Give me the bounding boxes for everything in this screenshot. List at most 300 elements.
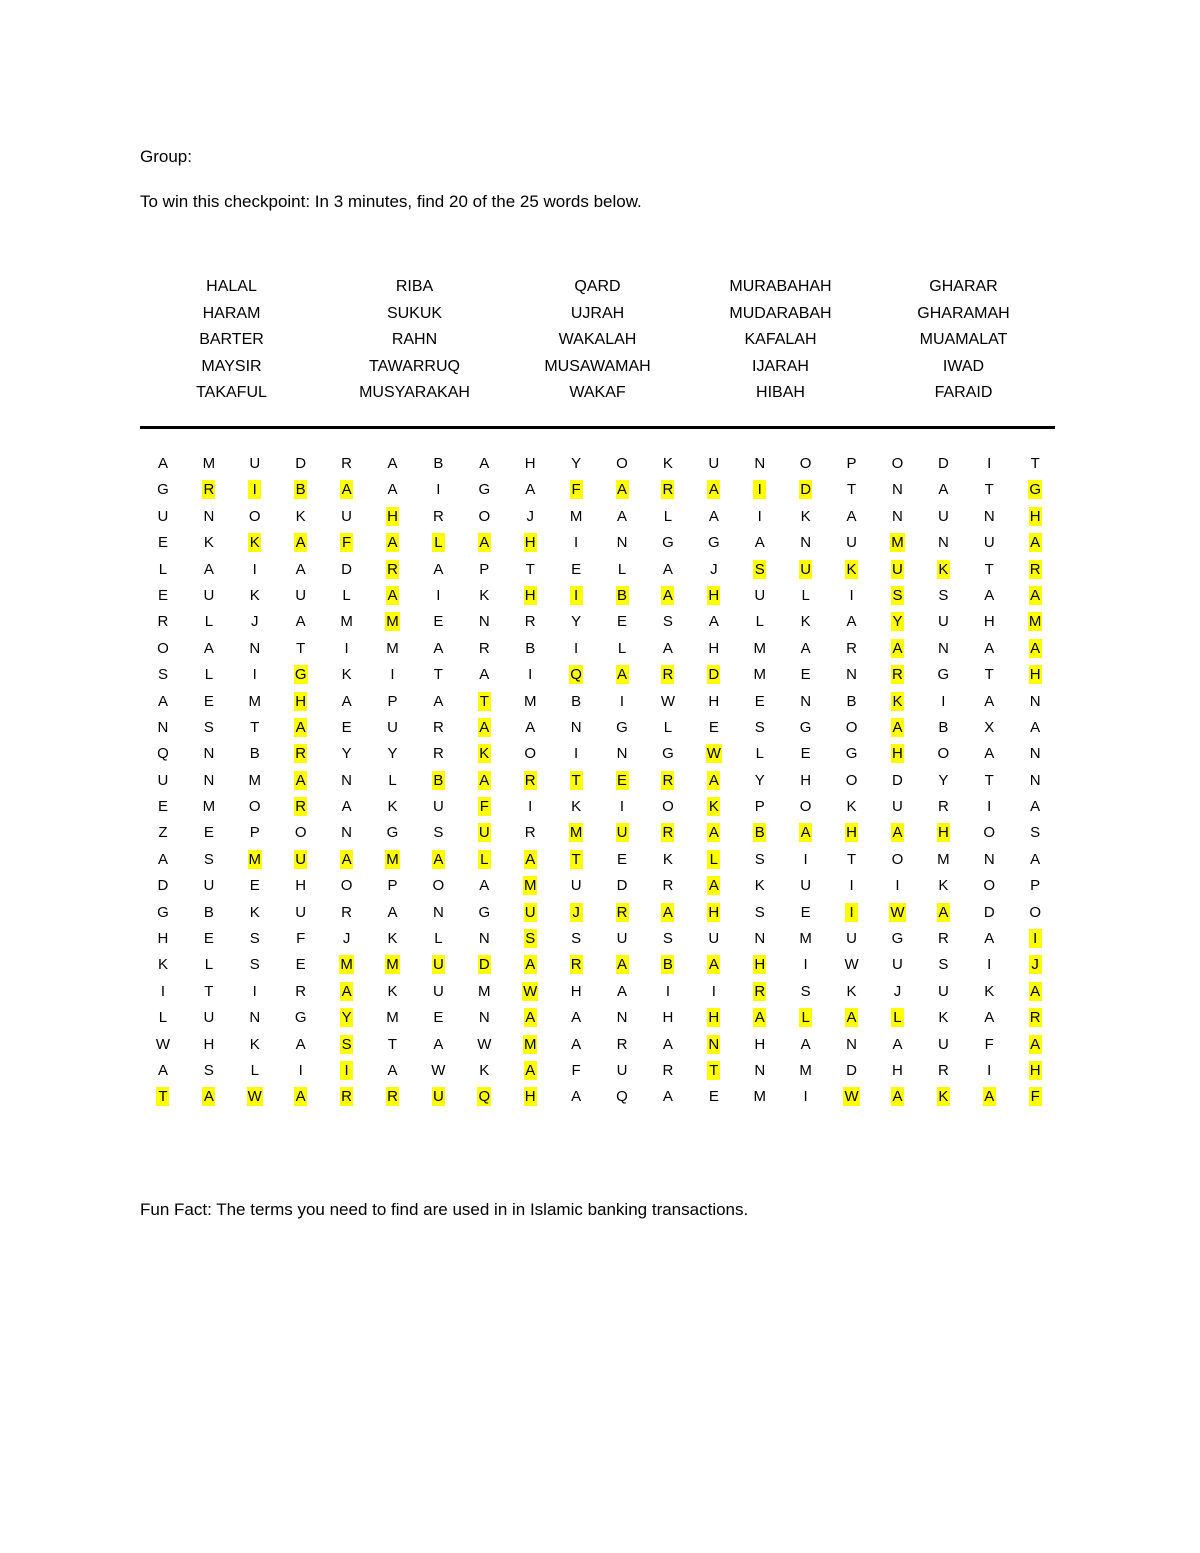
grid-cell[interactable]	[829, 929, 875, 955]
grid-cell[interactable]	[461, 929, 507, 955]
grid-cell-highlighted[interactable]	[875, 639, 921, 665]
grid-cell[interactable]	[829, 876, 875, 902]
grid-cell[interactable]	[186, 744, 232, 770]
grid-cell-highlighted[interactable]	[875, 903, 921, 929]
grid-cell-highlighted[interactable]	[599, 955, 645, 981]
grid-cell[interactable]	[737, 612, 783, 638]
grid-cell[interactable]	[232, 639, 278, 665]
grid-cell-highlighted[interactable]	[370, 955, 416, 981]
grid-cell[interactable]	[966, 1035, 1012, 1061]
grid-cell-highlighted[interactable]	[507, 850, 553, 876]
grid-cell[interactable]	[737, 771, 783, 797]
grid-cell-highlighted[interactable]	[645, 823, 691, 849]
grid-cell-highlighted[interactable]	[370, 612, 416, 638]
grid-cell[interactable]	[461, 982, 507, 1008]
grid-cell[interactable]	[783, 665, 829, 691]
grid-cell-highlighted[interactable]	[645, 955, 691, 981]
grid-cell[interactable]	[324, 876, 370, 902]
grid-cell-highlighted[interactable]	[691, 955, 737, 981]
grid-cell[interactable]	[324, 929, 370, 955]
grid-cell[interactable]	[415, 586, 461, 612]
grid-cell[interactable]	[232, 692, 278, 718]
grid-cell[interactable]	[140, 955, 186, 981]
grid-cell[interactable]	[920, 744, 966, 770]
grid-cell-highlighted[interactable]	[783, 560, 829, 586]
grid-cell-highlighted[interactable]	[553, 903, 599, 929]
grid-cell[interactable]	[783, 639, 829, 665]
grid-cell[interactable]	[599, 1008, 645, 1034]
grid-cell[interactable]	[370, 454, 416, 480]
grid-cell[interactable]	[966, 1008, 1012, 1034]
grid-cell[interactable]	[966, 507, 1012, 533]
grid-cell[interactable]	[1012, 823, 1058, 849]
grid-cell[interactable]	[737, 797, 783, 823]
grid-cell-highlighted[interactable]	[370, 850, 416, 876]
grid-cell-highlighted[interactable]	[1012, 639, 1058, 665]
grid-cell-highlighted[interactable]	[645, 903, 691, 929]
grid-cell[interactable]	[507, 744, 553, 770]
grid-cell-highlighted[interactable]	[370, 586, 416, 612]
grid-cell[interactable]	[140, 929, 186, 955]
grid-cell[interactable]	[232, 1035, 278, 1061]
grid-cell-highlighted[interactable]	[507, 876, 553, 902]
grid-cell[interactable]	[645, 929, 691, 955]
grid-cell-highlighted[interactable]	[920, 903, 966, 929]
grid-cell[interactable]	[186, 850, 232, 876]
grid-cell-highlighted[interactable]	[645, 480, 691, 506]
grid-cell[interactable]	[920, 982, 966, 1008]
grid-cell[interactable]	[507, 639, 553, 665]
grid-cell-highlighted[interactable]	[324, 1035, 370, 1061]
grid-cell[interactable]	[278, 639, 324, 665]
grid-cell[interactable]	[691, 982, 737, 1008]
grid-cell[interactable]	[186, 929, 232, 955]
grid-cell-highlighted[interactable]	[691, 665, 737, 691]
grid-cell[interactable]	[875, 797, 921, 823]
grid-cell[interactable]	[737, 692, 783, 718]
grid-cell[interactable]	[783, 876, 829, 902]
grid-cell-highlighted[interactable]	[691, 823, 737, 849]
grid-cell[interactable]	[461, 480, 507, 506]
grid-cell[interactable]	[553, 1008, 599, 1034]
grid-cell[interactable]	[186, 1061, 232, 1087]
grid-cell[interactable]	[645, 797, 691, 823]
grid-cell[interactable]	[599, 718, 645, 744]
grid-cell-highlighted[interactable]	[1012, 480, 1058, 506]
grid-cell[interactable]	[829, 744, 875, 770]
grid-cell[interactable]	[829, 692, 875, 718]
grid-cell[interactable]	[186, 797, 232, 823]
grid-cell[interactable]	[875, 850, 921, 876]
grid-cell[interactable]	[829, 507, 875, 533]
grid-cell-highlighted[interactable]	[1012, 612, 1058, 638]
grid-cell[interactable]	[966, 533, 1012, 559]
grid-cell[interactable]	[966, 876, 1012, 902]
grid-cell[interactable]	[783, 850, 829, 876]
grid-cell[interactable]	[186, 612, 232, 638]
grid-cell[interactable]	[783, 903, 829, 929]
grid-cell[interactable]	[966, 982, 1012, 1008]
grid-cell-highlighted[interactable]	[737, 823, 783, 849]
grid-cell-highlighted[interactable]	[1012, 1035, 1058, 1061]
grid-cell[interactable]	[461, 1008, 507, 1034]
grid-cell[interactable]	[645, 1061, 691, 1087]
grid-cell[interactable]	[691, 533, 737, 559]
grid-cell-highlighted[interactable]	[1012, 507, 1058, 533]
grid-cell[interactable]	[645, 982, 691, 1008]
grid-cell-highlighted[interactable]	[645, 586, 691, 612]
grid-cell-highlighted[interactable]	[1012, 665, 1058, 691]
grid-cell[interactable]	[415, 982, 461, 1008]
grid-cell-highlighted[interactable]	[507, 1035, 553, 1061]
grid-cell[interactable]	[553, 718, 599, 744]
grid-cell[interactable]	[737, 929, 783, 955]
grid-cell[interactable]	[599, 1035, 645, 1061]
grid-cell[interactable]	[553, 692, 599, 718]
grid-cell-highlighted[interactable]	[507, 955, 553, 981]
grid-cell[interactable]	[232, 1061, 278, 1087]
grid-cell[interactable]	[553, 639, 599, 665]
grid-cell[interactable]	[599, 744, 645, 770]
grid-cell-highlighted[interactable]	[232, 1087, 278, 1113]
grid-cell[interactable]	[461, 560, 507, 586]
grid-cell[interactable]	[232, 903, 278, 929]
grid-cell[interactable]	[645, 612, 691, 638]
grid-cell-highlighted[interactable]	[829, 1087, 875, 1113]
grid-cell[interactable]	[737, 533, 783, 559]
grid-cell[interactable]	[875, 454, 921, 480]
grid-cell[interactable]	[186, 903, 232, 929]
grid-cell[interactable]	[737, 718, 783, 744]
grid-cell[interactable]	[966, 797, 1012, 823]
grid-cell[interactable]	[553, 744, 599, 770]
grid-cell[interactable]	[875, 507, 921, 533]
grid-cell[interactable]	[783, 612, 829, 638]
grid-cell-highlighted[interactable]	[507, 1008, 553, 1034]
grid-cell[interactable]	[232, 665, 278, 691]
grid-cell-highlighted[interactable]	[875, 612, 921, 638]
grid-cell-highlighted[interactable]	[415, 850, 461, 876]
grid-cell[interactable]	[737, 665, 783, 691]
grid-cell[interactable]	[278, 929, 324, 955]
grid-cell-highlighted[interactable]	[599, 665, 645, 691]
grid-cell[interactable]	[553, 876, 599, 902]
grid-cell[interactable]	[1012, 876, 1058, 902]
grid-cell[interactable]	[140, 850, 186, 876]
grid-cell[interactable]	[553, 560, 599, 586]
grid-cell[interactable]	[599, 982, 645, 1008]
grid-cell[interactable]	[461, 1061, 507, 1087]
grid-cell[interactable]	[232, 771, 278, 797]
grid-cell[interactable]	[966, 639, 1012, 665]
grid-cell[interactable]	[186, 665, 232, 691]
grid-cell-highlighted[interactable]	[461, 744, 507, 770]
grid-cell-highlighted[interactable]	[232, 850, 278, 876]
grid-cell-highlighted[interactable]	[415, 771, 461, 797]
grid-cell[interactable]	[875, 480, 921, 506]
grid-cell[interactable]	[278, 982, 324, 1008]
grid-cell[interactable]	[278, 1061, 324, 1087]
grid-cell-highlighted[interactable]	[278, 744, 324, 770]
grid-cell[interactable]	[737, 507, 783, 533]
grid-cell[interactable]	[966, 665, 1012, 691]
grid-cell-highlighted[interactable]	[324, 982, 370, 1008]
grid-cell[interactable]	[966, 771, 1012, 797]
grid-cell[interactable]	[783, 1035, 829, 1061]
grid-cell[interactable]	[966, 480, 1012, 506]
grid-cell[interactable]	[829, 771, 875, 797]
grid-cell[interactable]	[920, 929, 966, 955]
grid-cell-highlighted[interactable]	[691, 771, 737, 797]
grid-cell-highlighted[interactable]	[783, 1008, 829, 1034]
grid-cell[interactable]	[507, 480, 553, 506]
grid-cell[interactable]	[370, 1035, 416, 1061]
grid-cell-highlighted[interactable]	[461, 1087, 507, 1113]
grid-cell[interactable]	[186, 1008, 232, 1034]
grid-cell[interactable]	[415, 560, 461, 586]
grid-cell[interactable]	[920, 586, 966, 612]
grid-cell[interactable]	[553, 1061, 599, 1087]
grid-cell[interactable]	[920, 612, 966, 638]
grid-cell[interactable]	[829, 955, 875, 981]
grid-cell-highlighted[interactable]	[737, 955, 783, 981]
grid-cell[interactable]	[920, 771, 966, 797]
grid-cell[interactable]	[1012, 797, 1058, 823]
grid-cell-highlighted[interactable]	[415, 955, 461, 981]
grid-cell[interactable]	[737, 876, 783, 902]
grid-cell[interactable]	[232, 876, 278, 902]
grid-cell-highlighted[interactable]	[875, 586, 921, 612]
grid-cell-highlighted[interactable]	[920, 560, 966, 586]
grid-cell-highlighted[interactable]	[186, 480, 232, 506]
grid-cell-highlighted[interactable]	[140, 1087, 186, 1113]
grid-cell-highlighted[interactable]	[829, 560, 875, 586]
grid-cell[interactable]	[875, 1061, 921, 1087]
grid-cell[interactable]	[507, 665, 553, 691]
grid-cell[interactable]	[829, 480, 875, 506]
grid-cell[interactable]	[324, 560, 370, 586]
grid-cell[interactable]	[599, 929, 645, 955]
grid-cell-highlighted[interactable]	[278, 1087, 324, 1113]
grid-cell-highlighted[interactable]	[461, 533, 507, 559]
grid-cell-highlighted[interactable]	[507, 929, 553, 955]
grid-cell[interactable]	[829, 850, 875, 876]
grid-cell[interactable]	[737, 903, 783, 929]
grid-cell[interactable]	[140, 665, 186, 691]
grid-cell[interactable]	[553, 797, 599, 823]
grid-cell[interactable]	[507, 718, 553, 744]
grid-cell-highlighted[interactable]	[920, 823, 966, 849]
grid-cell[interactable]	[783, 533, 829, 559]
grid-cell[interactable]	[691, 1087, 737, 1113]
grid-cell[interactable]	[737, 454, 783, 480]
grid-cell[interactable]	[415, 612, 461, 638]
grid-cell[interactable]	[324, 692, 370, 718]
grid-cell[interactable]	[645, 1008, 691, 1034]
grid-cell[interactable]	[966, 612, 1012, 638]
grid-cell-highlighted[interactable]	[691, 586, 737, 612]
grid-cell[interactable]	[829, 639, 875, 665]
grid-cell[interactable]	[140, 876, 186, 902]
grid-cell[interactable]	[553, 612, 599, 638]
grid-cell[interactable]	[737, 1035, 783, 1061]
grid-cell[interactable]	[140, 533, 186, 559]
grid-cell[interactable]	[232, 1008, 278, 1034]
grid-cell[interactable]	[415, 507, 461, 533]
grid-cell[interactable]	[140, 718, 186, 744]
grid-cell[interactable]	[278, 612, 324, 638]
grid-cell-highlighted[interactable]	[829, 823, 875, 849]
grid-cell[interactable]	[324, 797, 370, 823]
grid-cell-highlighted[interactable]	[691, 903, 737, 929]
grid-cell[interactable]	[507, 823, 553, 849]
grid-cell[interactable]	[140, 480, 186, 506]
grid-cell-highlighted[interactable]	[737, 560, 783, 586]
grid-cell[interactable]	[140, 1061, 186, 1087]
grid-cell-highlighted[interactable]	[278, 692, 324, 718]
grid-cell[interactable]	[415, 692, 461, 718]
grid-cell-highlighted[interactable]	[875, 744, 921, 770]
grid-cell[interactable]	[875, 876, 921, 902]
grid-cell[interactable]	[966, 929, 1012, 955]
grid-cell[interactable]	[920, 797, 966, 823]
grid-cell[interactable]	[783, 1087, 829, 1113]
grid-cell[interactable]	[461, 612, 507, 638]
grid-cell-highlighted[interactable]	[415, 1087, 461, 1113]
grid-cell[interactable]	[783, 718, 829, 744]
grid-cell[interactable]	[461, 903, 507, 929]
grid-cell[interactable]	[140, 903, 186, 929]
grid-cell[interactable]	[415, 1008, 461, 1034]
grid-cell[interactable]	[370, 692, 416, 718]
grid-cell[interactable]	[370, 1008, 416, 1034]
grid-cell-highlighted[interactable]	[875, 718, 921, 744]
grid-cell-highlighted[interactable]	[829, 903, 875, 929]
grid-cell-highlighted[interactable]	[691, 797, 737, 823]
grid-cell-highlighted[interactable]	[507, 771, 553, 797]
grid-cell-highlighted[interactable]	[278, 797, 324, 823]
grid-cell[interactable]	[415, 480, 461, 506]
grid-cell-highlighted[interactable]	[829, 1008, 875, 1034]
grid-cell-highlighted[interactable]	[324, 1087, 370, 1113]
grid-cell[interactable]	[783, 797, 829, 823]
grid-cell[interactable]	[186, 560, 232, 586]
grid-cell-highlighted[interactable]	[370, 560, 416, 586]
grid-cell[interactable]	[645, 850, 691, 876]
grid-cell[interactable]	[415, 744, 461, 770]
grid-cell[interactable]	[324, 612, 370, 638]
grid-cell[interactable]	[691, 560, 737, 586]
grid-cell[interactable]	[599, 876, 645, 902]
grid-cell[interactable]	[920, 955, 966, 981]
grid-cell-highlighted[interactable]	[691, 1061, 737, 1087]
grid-cell-highlighted[interactable]	[1012, 1087, 1058, 1113]
grid-cell[interactable]	[691, 692, 737, 718]
grid-cell[interactable]	[875, 955, 921, 981]
grid-cell-highlighted[interactable]	[415, 533, 461, 559]
grid-cell[interactable]	[920, 876, 966, 902]
grid-cell[interactable]	[415, 903, 461, 929]
grid-cell-highlighted[interactable]	[1012, 982, 1058, 1008]
grid-cell-highlighted[interactable]	[783, 823, 829, 849]
grid-cell[interactable]	[232, 982, 278, 1008]
grid-cell[interactable]	[920, 718, 966, 744]
grid-cell-highlighted[interactable]	[1012, 1008, 1058, 1034]
grid-cell[interactable]	[599, 1087, 645, 1113]
grid-cell[interactable]	[415, 1061, 461, 1087]
grid-cell[interactable]	[1012, 692, 1058, 718]
grid-cell[interactable]	[140, 744, 186, 770]
grid-cell[interactable]	[140, 560, 186, 586]
grid-cell[interactable]	[140, 612, 186, 638]
grid-cell[interactable]	[324, 665, 370, 691]
grid-cell[interactable]	[232, 823, 278, 849]
grid-cell[interactable]	[737, 1087, 783, 1113]
grid-cell[interactable]	[232, 929, 278, 955]
grid-cell[interactable]	[691, 454, 737, 480]
grid-cell[interactable]	[278, 876, 324, 902]
grid-cell[interactable]	[461, 454, 507, 480]
grid-cell-highlighted[interactable]	[461, 692, 507, 718]
grid-cell[interactable]	[507, 454, 553, 480]
grid-cell[interactable]	[553, 454, 599, 480]
grid-cell[interactable]	[829, 718, 875, 744]
grid-cell[interactable]	[783, 955, 829, 981]
grid-cell[interactable]	[920, 1008, 966, 1034]
grid-cell[interactable]	[920, 665, 966, 691]
grid-cell-highlighted[interactable]	[461, 823, 507, 849]
grid-cell-highlighted[interactable]	[324, 1008, 370, 1034]
grid-cell[interactable]	[553, 1087, 599, 1113]
grid-cell[interactable]	[278, 507, 324, 533]
grid-cell[interactable]	[966, 560, 1012, 586]
grid-cell-highlighted[interactable]	[370, 507, 416, 533]
grid-cell[interactable]	[691, 507, 737, 533]
grid-cell[interactable]	[186, 586, 232, 612]
grid-cell-highlighted[interactable]	[1012, 586, 1058, 612]
grid-cell[interactable]	[966, 454, 1012, 480]
grid-cell-highlighted[interactable]	[691, 744, 737, 770]
grid-cell[interactable]	[783, 771, 829, 797]
grid-cell[interactable]	[737, 586, 783, 612]
grid-cell[interactable]	[370, 771, 416, 797]
grid-cell[interactable]	[186, 955, 232, 981]
grid-cell[interactable]	[920, 533, 966, 559]
grid-cell[interactable]	[370, 665, 416, 691]
grid-cell[interactable]	[324, 639, 370, 665]
grid-cell[interactable]	[829, 797, 875, 823]
grid-cell[interactable]	[783, 454, 829, 480]
grid-cell-highlighted[interactable]	[875, 533, 921, 559]
grid-cell[interactable]	[324, 771, 370, 797]
grid-cell[interactable]	[645, 718, 691, 744]
grid-cell-highlighted[interactable]	[553, 823, 599, 849]
grid-cell[interactable]	[140, 823, 186, 849]
grid-cell[interactable]	[553, 929, 599, 955]
grid-cell[interactable]	[140, 639, 186, 665]
grid-cell[interactable]	[783, 586, 829, 612]
grid-cell-highlighted[interactable]	[599, 823, 645, 849]
grid-cell[interactable]	[370, 903, 416, 929]
grid-cell[interactable]	[324, 586, 370, 612]
grid-cell-highlighted[interactable]	[553, 771, 599, 797]
grid-cell[interactable]	[415, 929, 461, 955]
grid-cell-highlighted[interactable]	[553, 665, 599, 691]
grid-cell-highlighted[interactable]	[461, 718, 507, 744]
grid-cell[interactable]	[278, 560, 324, 586]
grid-cell[interactable]	[186, 876, 232, 902]
grid-cell[interactable]	[232, 507, 278, 533]
